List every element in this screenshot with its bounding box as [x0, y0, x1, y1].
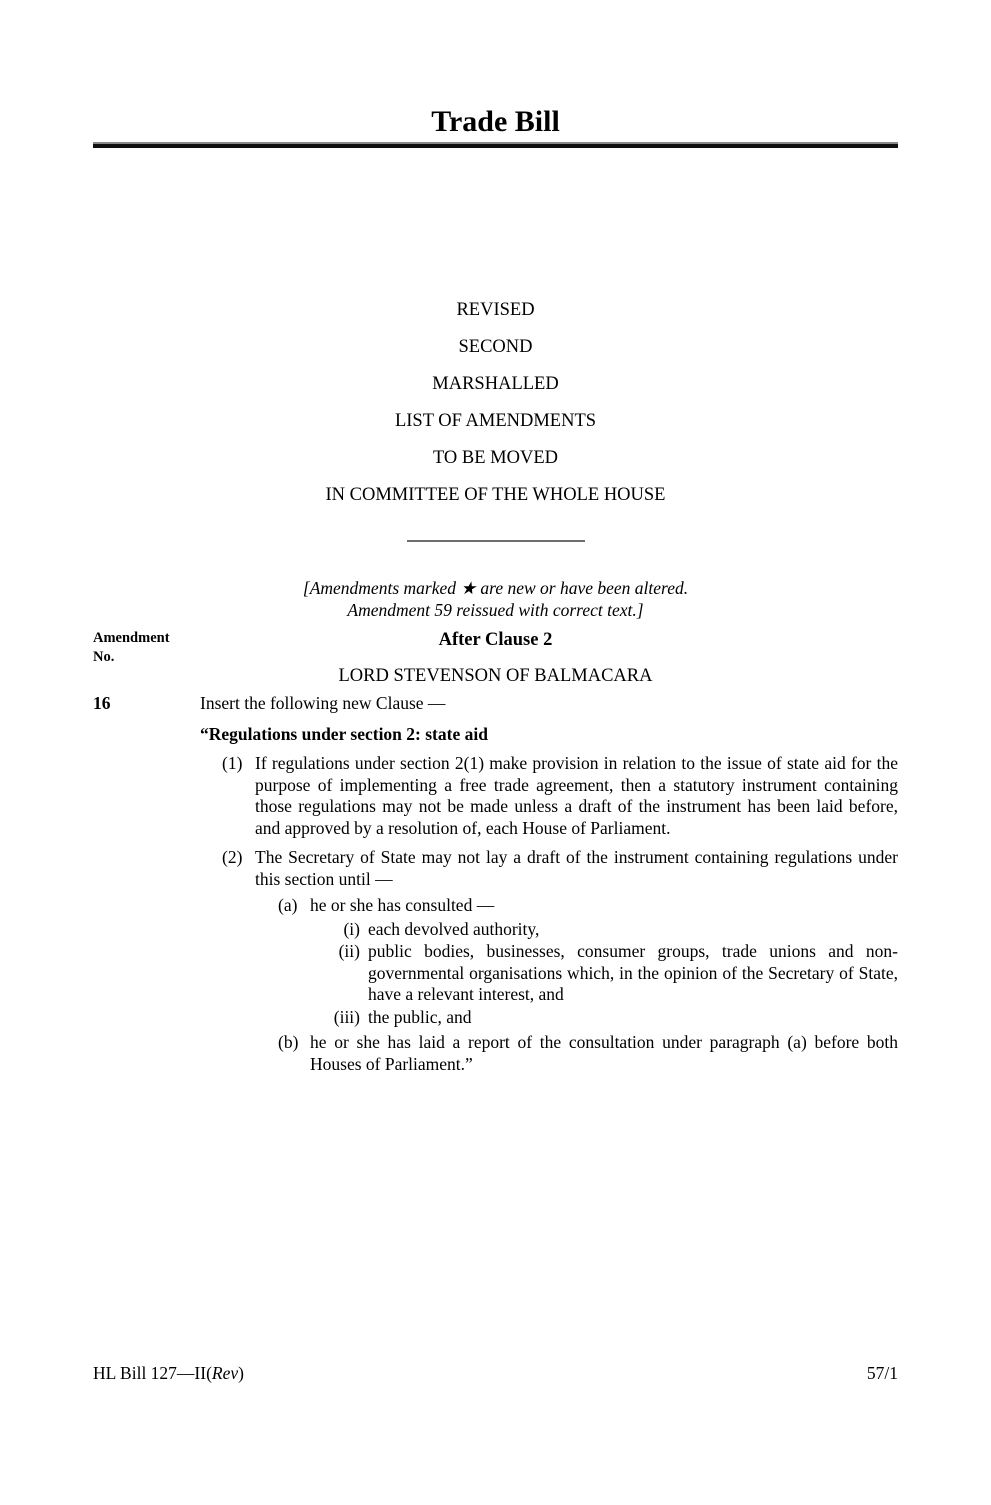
provision-2a-i-text: each devolved authority, [368, 918, 540, 939]
amendment-body [200, 693, 898, 1075]
provision-1-label: (1) [222, 753, 243, 773]
mover-name: LORD STEVENSON OF BALMACARA [338, 666, 653, 686]
heading-line-revised: REVISED [456, 300, 535, 320]
provision-1-text: If regulations under section 2(1) make provision in relation to the issue of state aid for the purpose of implementing a free trade agreement, then a statutory instrument containing those regulations may not be made unless a draft of the instrument has been laid before, and approved by a resolution of, each House of Parliament. [255, 753, 898, 838]
bill-reference-suffix: ) [238, 1363, 244, 1383]
provision-2a-ii-text: public bodies, businesses, consumer groups, trade unions and non-governmental organisations which, in the opinion of the Secretary of State, have a relevant interest, and [368, 941, 898, 1004]
provision-2a-ii [200, 941, 898, 1006]
amendment-instruction: Insert the following new Clause — [200, 693, 446, 713]
provision-2b-label: (b) [278, 1032, 299, 1052]
notice-line-2: Amendment 59 reissued with correct text.] [347, 599, 644, 620]
provision-2a-iii-label: (iii) [333, 1006, 360, 1027]
new-clause-title: “Regulations under section 2: state aid [200, 723, 488, 744]
provision-1 [200, 753, 898, 839]
provision-2a-text: he or she has consulted — [310, 895, 495, 915]
provision-2 [200, 847, 898, 890]
provision-2b [200, 1032, 898, 1075]
provision-2a-i-label: (i) [343, 918, 360, 939]
place-heading: After Clause 2 [438, 630, 553, 650]
provision-2-text: The Secretary of State may not lay a draft of the instrument containing regulations under this section until — [255, 847, 898, 889]
page-footer [93, 1362, 898, 1384]
provision-2b-text: he or she has laid a report of the consultation under paragraph (a) before both Houses of Parliament.” [310, 1032, 898, 1074]
amendment-no-label-line-1: Amendment [93, 630, 170, 646]
amendments-notice [93, 578, 898, 621]
heading-row [93, 629, 898, 665]
provision-2a-label: (a) [278, 895, 298, 915]
heading-line-to-be-moved: TO BE MOVED [432, 448, 559, 468]
amendment-no-label-line-2: No. [93, 649, 115, 665]
title-rule [93, 142, 898, 148]
bill-reference-prefix: HL Bill 127—II( [93, 1363, 212, 1383]
page-reference: 57/1 [866, 1363, 898, 1383]
section-divider [407, 540, 585, 542]
amendment-16 [93, 693, 898, 1075]
heading-line-list-of-amendments: LIST OF AMENDMENTS [394, 411, 597, 431]
bill-reference-rev: Rev [211, 1363, 239, 1383]
provision-2a-ii-label: (ii) [338, 941, 360, 961]
provision-2a-i [200, 919, 898, 941]
amendment-number: 16 [93, 693, 111, 713]
heading-line-second: SECOND [458, 337, 533, 357]
provision-2a-iii-text: the public, and [368, 1006, 472, 1027]
provision-2-label: (2) [222, 847, 243, 867]
provision-2a [200, 895, 898, 917]
heading-line-committee: IN COMMITTEE OF THE WHOLE HOUSE [325, 485, 666, 505]
list-type-heading [93, 292, 898, 514]
provision-2a-iii [200, 1007, 898, 1029]
notice-line-1: [Amendments marked ★ are new or have been altered. [302, 578, 689, 598]
heading-line-marshalled: MARSHALLED [432, 374, 559, 394]
bill-title: Trade Bill [431, 105, 560, 138]
amendment-no-column-label [93, 629, 170, 667]
document-page [0, 104, 991, 1505]
bill-reference [93, 1362, 244, 1384]
